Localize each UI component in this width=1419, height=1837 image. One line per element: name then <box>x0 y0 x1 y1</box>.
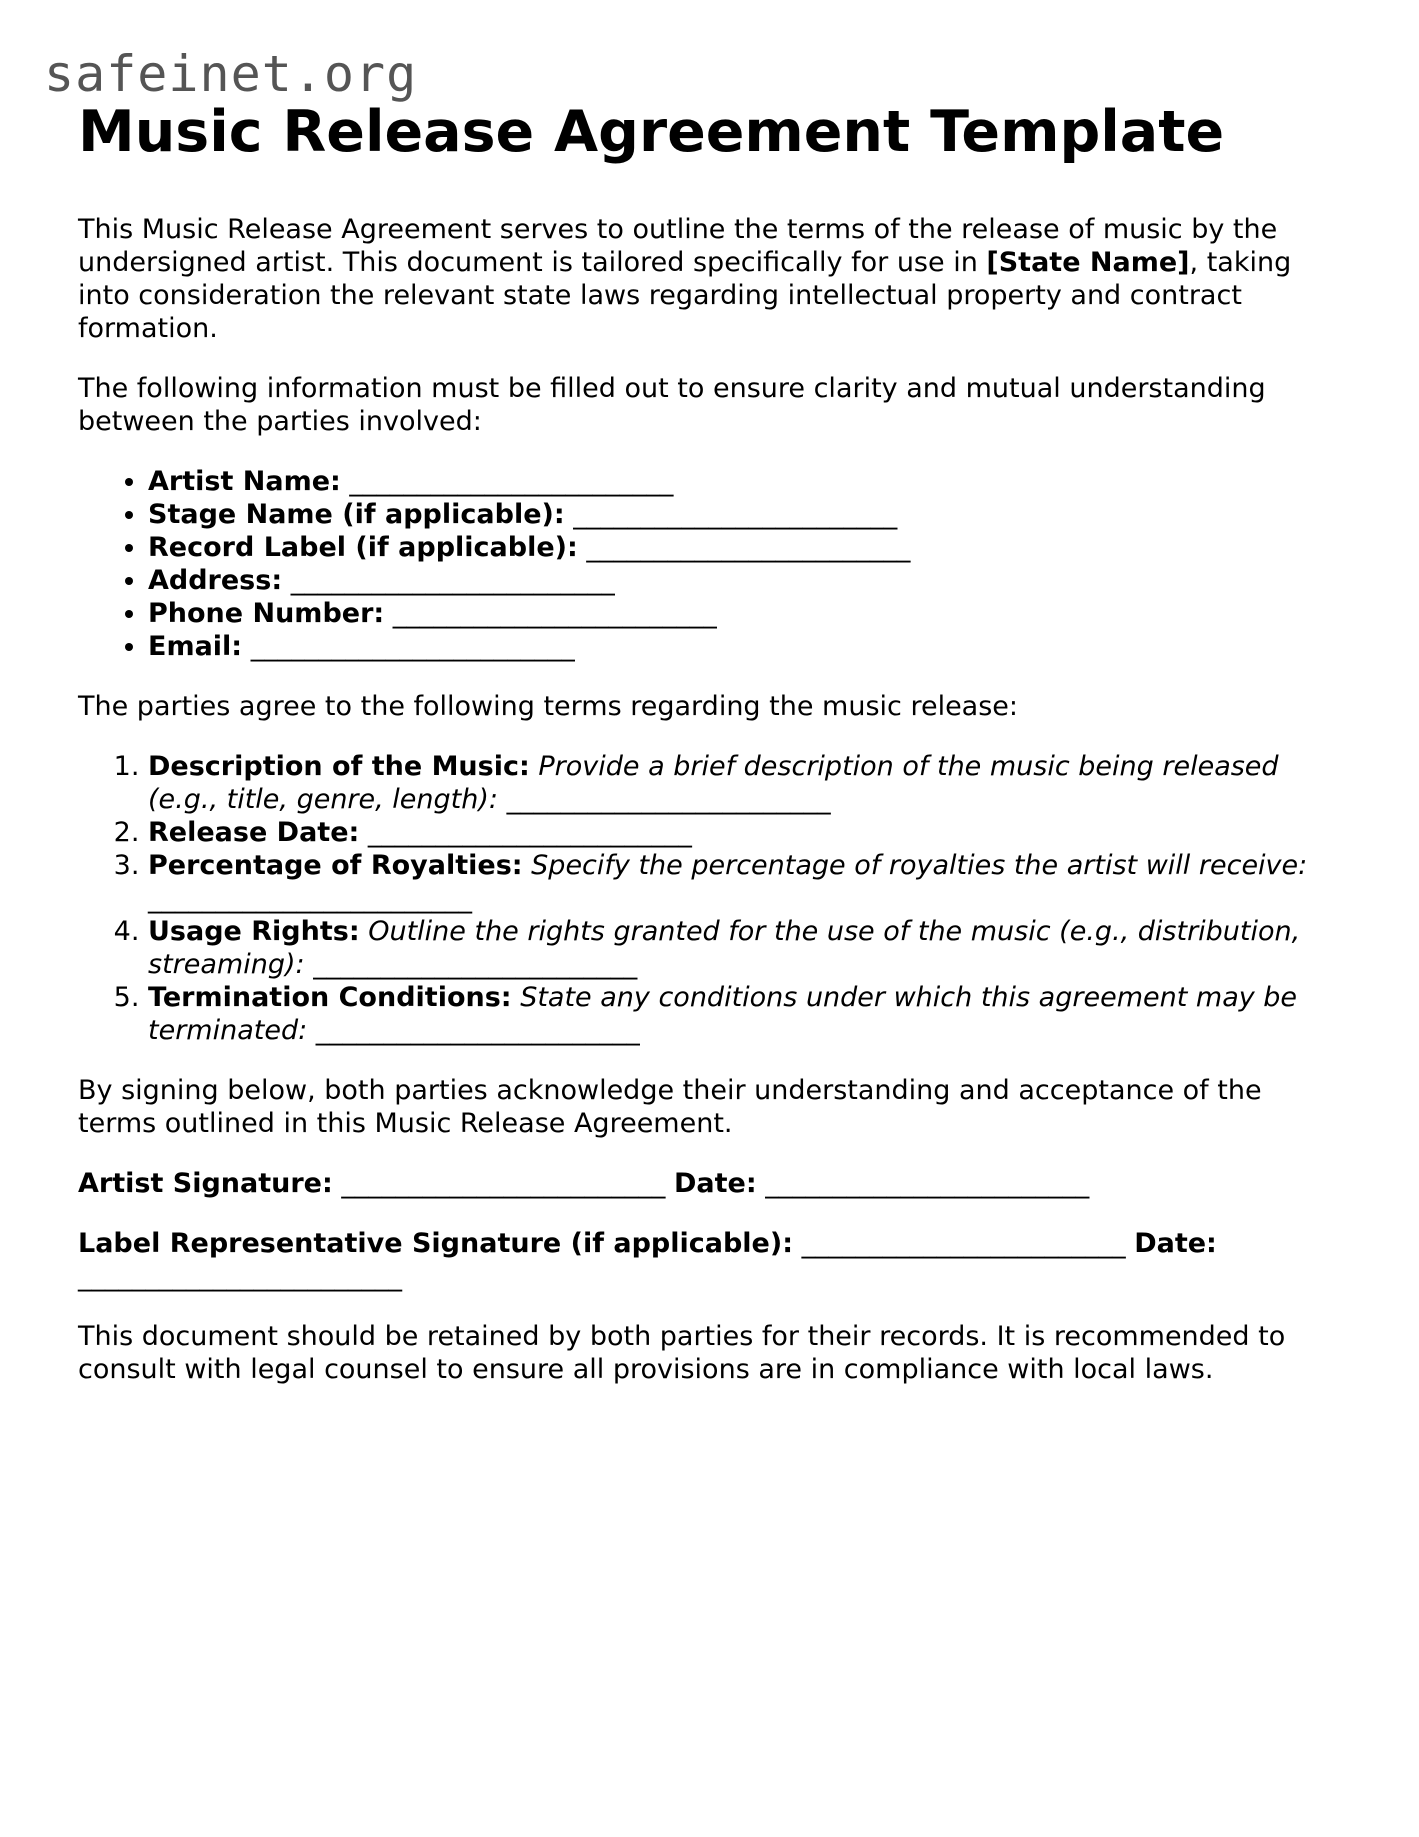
terms-list <box>78 750 1348 1047</box>
intro-text-after: , taking into consideration the relevant state laws regarding intellectual property and contract formation. <box>78 247 1292 344</box>
info-intro-paragraph: The following information must be filled out to ensure clarity and mutual understanding between the parties involved: <box>78 373 1266 437</box>
state-name-placeholder: [State Name] <box>986 247 1190 278</box>
term-label: Termination Conditions: <box>148 982 512 1013</box>
term-usage-rights <box>148 915 1348 981</box>
term-instruction: Outline the rights granted for the use of the music (e.g., distribution, streaming): <box>148 916 1301 980</box>
signature-blank: ________________________ <box>341 1168 666 1199</box>
page-title: Music Release Agreement Template <box>78 99 1225 165</box>
term-royalties <box>148 849 1348 915</box>
field-label: Phone Number: <box>148 598 385 629</box>
label-signature-line <box>78 1227 1348 1293</box>
term-blank: ________________________ <box>315 1015 640 1046</box>
term-instruction: Specify the percentage of royalties the artist will receive: <box>531 850 1308 881</box>
term-instruction: Provide a brief description of the music being released (e.g., title, genre, length): <box>148 751 1279 815</box>
field-blank: ________________________ <box>586 532 911 563</box>
document-body <box>78 96 1348 1413</box>
term-termination <box>148 981 1348 1047</box>
acknowledgement-paragraph: By signing below, both parties acknowledge their understanding and acceptance of the terms outlined in this Music Release Agreement. <box>78 1075 1262 1139</box>
term-description <box>148 750 1348 816</box>
field-blank: ________________________ <box>573 499 898 530</box>
signature-blank: ________________________ <box>801 1228 1126 1259</box>
info-field-artist-name <box>148 465 1348 498</box>
watermark: safeinet.org <box>44 45 418 103</box>
artist-signature-line <box>78 1167 1348 1200</box>
field-blank: ________________________ <box>290 565 615 596</box>
field-label: Email: <box>148 631 243 662</box>
term-label: Percentage of Royalties: <box>148 850 523 881</box>
term-label: Description of the Music: <box>148 751 530 782</box>
info-field-record-label <box>148 531 1348 564</box>
field-label: Address: <box>148 565 283 596</box>
intro-text-before: This Music Release Agreement serves to outline the terms of the release of music by the undersigned artist. This document is tailored specifically for use in <box>78 214 1278 278</box>
signature-label: Label Representative Signature (if applicable): <box>78 1228 793 1259</box>
field-label: Artist Name: <box>148 466 341 497</box>
term-instruction: State any conditions under which this agreement may be terminated: <box>148 982 1298 1046</box>
term-label: Release Date: <box>148 817 360 848</box>
date-label: Date: <box>673 1168 757 1199</box>
info-field-email <box>148 630 1348 663</box>
term-blank: ________________________ <box>313 949 638 980</box>
date-blank: ________________________ <box>78 1261 402 1292</box>
info-field-stage-name <box>148 498 1348 531</box>
signature-label: Artist Signature: <box>78 1168 333 1199</box>
field-label: Stage Name (if applicable): <box>148 499 565 530</box>
info-field-phone-number <box>148 597 1348 630</box>
closing-paragraph: This document should be retained by both parties for their records. It is recommended to consult with legal counsel to ensure all provisions are in compliance with local laws. <box>78 1321 1286 1385</box>
term-blank: ________________________ <box>506 784 831 815</box>
terms-intro-paragraph: The parties agree to the following terms regarding the music release: <box>78 691 1019 722</box>
field-blank: ________________________ <box>250 631 575 662</box>
field-blank: ________________________ <box>392 598 717 629</box>
field-label: Record Label (if applicable): <box>148 532 578 563</box>
term-blank: ________________________ <box>148 883 472 914</box>
info-field-list <box>78 465 1348 663</box>
term-blank: ________________________ <box>367 817 692 848</box>
term-label: Usage Rights: <box>148 916 360 947</box>
field-blank: ________________________ <box>349 466 674 497</box>
date-blank: ________________________ <box>765 1168 1090 1199</box>
term-release-date <box>148 816 1348 849</box>
intro-paragraph <box>78 213 1348 345</box>
date-label: Date: <box>1134 1228 1217 1259</box>
info-field-address <box>148 564 1348 597</box>
